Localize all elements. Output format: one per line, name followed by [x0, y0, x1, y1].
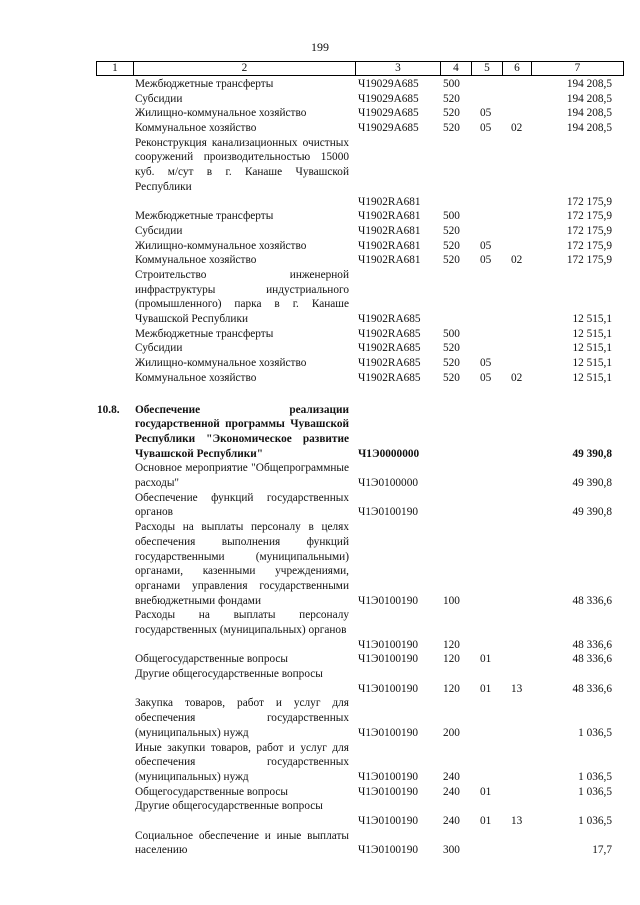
- row-amount: 12 515,1: [572, 357, 612, 370]
- row-expense-type: 520: [443, 92, 460, 105]
- row-name: Расходы на выплаты персоналу государственных (муниципальных) органов: [135, 609, 349, 637]
- row-number: 10.8.: [97, 403, 120, 416]
- row-name: Коммунальное хозяйство: [135, 371, 257, 384]
- row-amount: 194 208,5: [566, 107, 612, 120]
- row-target-code: Ч19029А685: [358, 77, 419, 90]
- row-name: Субсидии: [135, 92, 183, 105]
- row-target-code: Ч19029А685: [358, 92, 419, 105]
- table-row: [0, 327, 640, 342]
- row-target-code: Ч1Э0100190: [358, 638, 418, 651]
- row-name: Строительство инженерной инфраструктуры индустриального (промышленного) парка в г. Канаше Чувашской Республики: [135, 269, 349, 326]
- row-amount: 48 336,6: [572, 638, 612, 651]
- column-header-6: 6: [514, 62, 520, 74]
- row-expense-type: 520: [443, 122, 460, 135]
- row-name: Жилищно-коммунальное хозяйство: [135, 239, 307, 252]
- row-name: Жилищно-коммунальное хозяйство: [135, 107, 307, 120]
- row-target-code: Ч1Э0100190: [358, 726, 418, 739]
- table-row: [0, 799, 640, 828]
- table-row: [0, 608, 640, 652]
- row-amount: 172 175,9: [566, 239, 612, 252]
- row-subsection: 02: [511, 122, 523, 135]
- row-expense-type: 520: [443, 107, 460, 120]
- table-row: [0, 121, 640, 136]
- column-header-5: 5: [484, 62, 490, 74]
- table-column-header: [96, 61, 624, 76]
- table-row: [0, 341, 640, 356]
- table-row: [0, 520, 640, 608]
- row-target-code: Ч1Э0100190: [358, 506, 418, 519]
- row-section: 01: [480, 682, 492, 695]
- row-section: 05: [480, 122, 492, 135]
- row-subsection: 13: [511, 815, 523, 828]
- table-row: [0, 491, 640, 520]
- row-section: 01: [480, 785, 492, 798]
- row-section: 05: [480, 107, 492, 120]
- row-amount: 1 036,5: [578, 785, 612, 798]
- row-expense-type: 200: [443, 726, 460, 739]
- row-amount: 49 390,8: [572, 477, 612, 490]
- row-target-code: Ч1Э0100190: [358, 785, 418, 798]
- row-section: 05: [480, 239, 492, 252]
- table-row: [0, 136, 640, 210]
- column-header-2: 2: [241, 62, 248, 74]
- row-target-code: Ч1Э0100190: [358, 682, 418, 695]
- row-expense-type: 500: [443, 327, 460, 340]
- row-amount: 48 336,6: [572, 653, 612, 666]
- row-section: 05: [480, 357, 492, 370]
- row-amount: 49 390,8: [572, 447, 612, 460]
- row-amount: 194 208,5: [566, 92, 612, 105]
- table-row: [0, 371, 640, 386]
- table-row: [0, 224, 640, 239]
- row-expense-type: 520: [443, 357, 460, 370]
- row-amount: 12 515,1: [572, 327, 612, 340]
- table-row: [0, 652, 640, 667]
- row-amount: 194 208,5: [566, 122, 612, 135]
- row-expense-type: 520: [443, 342, 460, 355]
- row-expense-type: 240: [443, 815, 460, 828]
- column-header-3: 3: [395, 62, 401, 74]
- row-target-code: Ч1902RA685: [358, 327, 421, 340]
- row-target-code: Ч1Э0000000: [358, 447, 420, 460]
- row-name: Жилищно-коммунальное хозяйство: [135, 357, 307, 370]
- row-subsection: 02: [511, 371, 523, 384]
- row-expense-type: 520: [443, 254, 460, 267]
- row-target-code: Ч1902RA681: [358, 239, 421, 252]
- table-row: [0, 696, 640, 740]
- row-expense-type: 240: [443, 770, 460, 783]
- row-name: Иные закупки товаров, работ и услуг для обеспечения государственных (муниципальных) нужд: [135, 741, 349, 783]
- row-section: 05: [480, 371, 492, 384]
- row-amount: 48 336,6: [572, 682, 612, 695]
- row-subsection: 13: [511, 682, 523, 695]
- row-target-code: Ч1Э0100000: [358, 477, 418, 490]
- row-expense-type: 520: [443, 371, 460, 384]
- row-target-code: Ч19029А685: [358, 107, 419, 120]
- row-subsection: 02: [511, 254, 523, 267]
- row-name: Другие общегосударственные вопросы: [135, 668, 323, 681]
- row-expense-type: 120: [443, 682, 460, 695]
- table-row: [0, 829, 640, 858]
- row-target-code: Ч1Э0100190: [358, 653, 418, 666]
- row-section: 01: [480, 653, 492, 666]
- table-row: [0, 209, 640, 224]
- row-amount: 172 175,9: [566, 210, 612, 223]
- row-amount: 1 036,5: [578, 770, 612, 783]
- row-target-code: Ч1Э0100190: [358, 815, 418, 828]
- row-name: Реконструкция канализационных очистных сооружений производительностью 15000 куб. м/сут в г. Канаше Чувашской Республики: [135, 136, 349, 193]
- row-expense-type: 300: [443, 844, 460, 857]
- column-header-1: 1: [112, 62, 118, 74]
- row-target-code: Ч1902RA681: [358, 224, 421, 237]
- row-amount: 1 036,5: [578, 815, 612, 828]
- row-expense-type: 520: [443, 239, 460, 252]
- row-name: Расходы на выплаты персоналу в целях обеспечения выполнения функций государственными (муниципальными) органами, казенными учреждениями, органами управления государственными внебюджетными фондами: [135, 521, 349, 607]
- row-expense-type: 240: [443, 785, 460, 798]
- row-expense-type: 120: [443, 653, 460, 666]
- table-row: [0, 356, 640, 371]
- row-expense-type: 520: [443, 224, 460, 237]
- row-name: Закупка товаров, работ и услуг для обеспечения государственных (муниципальных) нужд: [135, 697, 349, 739]
- row-amount: 48 336,6: [572, 594, 612, 607]
- row-name: Субсидии: [135, 342, 183, 355]
- table-row: [0, 403, 640, 462]
- row-name: Общегосударственные вопросы: [135, 785, 288, 798]
- row-target-code: Ч1902RA685: [358, 371, 421, 384]
- row-target-code: Ч1902RA681: [358, 195, 421, 208]
- row-section: 01: [480, 815, 492, 828]
- row-target-code: Ч1902RA685: [358, 357, 421, 370]
- row-name: Другие общегосударственные вопросы: [135, 800, 323, 813]
- row-amount: 172 175,9: [566, 254, 612, 267]
- row-target-code: Ч1902RA681: [358, 254, 421, 267]
- row-expense-type: 100: [443, 594, 460, 607]
- row-target-code: Ч1902RA681: [358, 210, 421, 223]
- table-row: [0, 741, 640, 785]
- row-section: 05: [480, 254, 492, 267]
- table-row: [0, 667, 640, 696]
- row-target-code: Ч1Э0100190: [358, 770, 418, 783]
- row-amount: 194 208,5: [566, 77, 612, 90]
- row-name: Обеспечение функций государственных органов: [135, 491, 349, 519]
- table-row: [0, 92, 640, 107]
- table-row: [0, 239, 640, 254]
- column-header-7: 7: [574, 62, 581, 74]
- row-name: Общегосударственные вопросы: [135, 653, 288, 666]
- row-expense-type: 500: [443, 210, 460, 223]
- row-name: Межбюджетные трансферты: [135, 327, 274, 340]
- table-row: [0, 461, 640, 490]
- table-row: [0, 106, 640, 121]
- row-target-code: Ч1Э0100190: [358, 594, 418, 607]
- row-name: Межбюджетные трансферты: [135, 78, 274, 90]
- row-name: Межбюджетные трансферты: [135, 210, 274, 223]
- row-target-code: Ч1902RA685: [358, 342, 421, 355]
- table-row: [0, 77, 640, 92]
- row-name: Социальное обеспечение и иные выплаты населению: [135, 829, 349, 857]
- table-row: [0, 268, 640, 327]
- row-name: Коммунальное хозяйство: [135, 122, 257, 135]
- table-row: [0, 785, 640, 800]
- budget-table-body: [0, 77, 640, 858]
- row-amount: 12 515,1: [572, 313, 612, 326]
- row-amount: 17,7: [592, 844, 612, 857]
- table-row: [0, 253, 640, 268]
- row-name: Основное мероприятие "Общепрограммные расходы": [135, 462, 349, 490]
- row-name: Субсидии: [135, 224, 183, 237]
- row-name: Коммунальное хозяйство: [135, 254, 257, 267]
- column-header-4: 4: [453, 62, 459, 74]
- row-amount: 172 175,9: [566, 224, 612, 237]
- row-amount: 1 036,5: [578, 726, 612, 739]
- row-amount: 12 515,1: [572, 342, 612, 355]
- row-amount: 172 175,9: [566, 195, 612, 208]
- row-target-code: Ч1Э0100190: [358, 844, 418, 857]
- row-amount: 12 515,1: [572, 371, 612, 384]
- row-expense-type: 500: [443, 77, 460, 90]
- row-target-code: Ч19029А685: [358, 122, 419, 135]
- page-number: 199: [311, 40, 329, 54]
- row-amount: 49 390,8: [572, 506, 612, 519]
- row-target-code: Ч1902RA685: [358, 313, 421, 326]
- row-expense-type: 120: [443, 638, 460, 651]
- row-name: Обеспечение реализации государственной программы Чувашской Республики "Экономическое развитие Чувашской Республики": [135, 403, 349, 460]
